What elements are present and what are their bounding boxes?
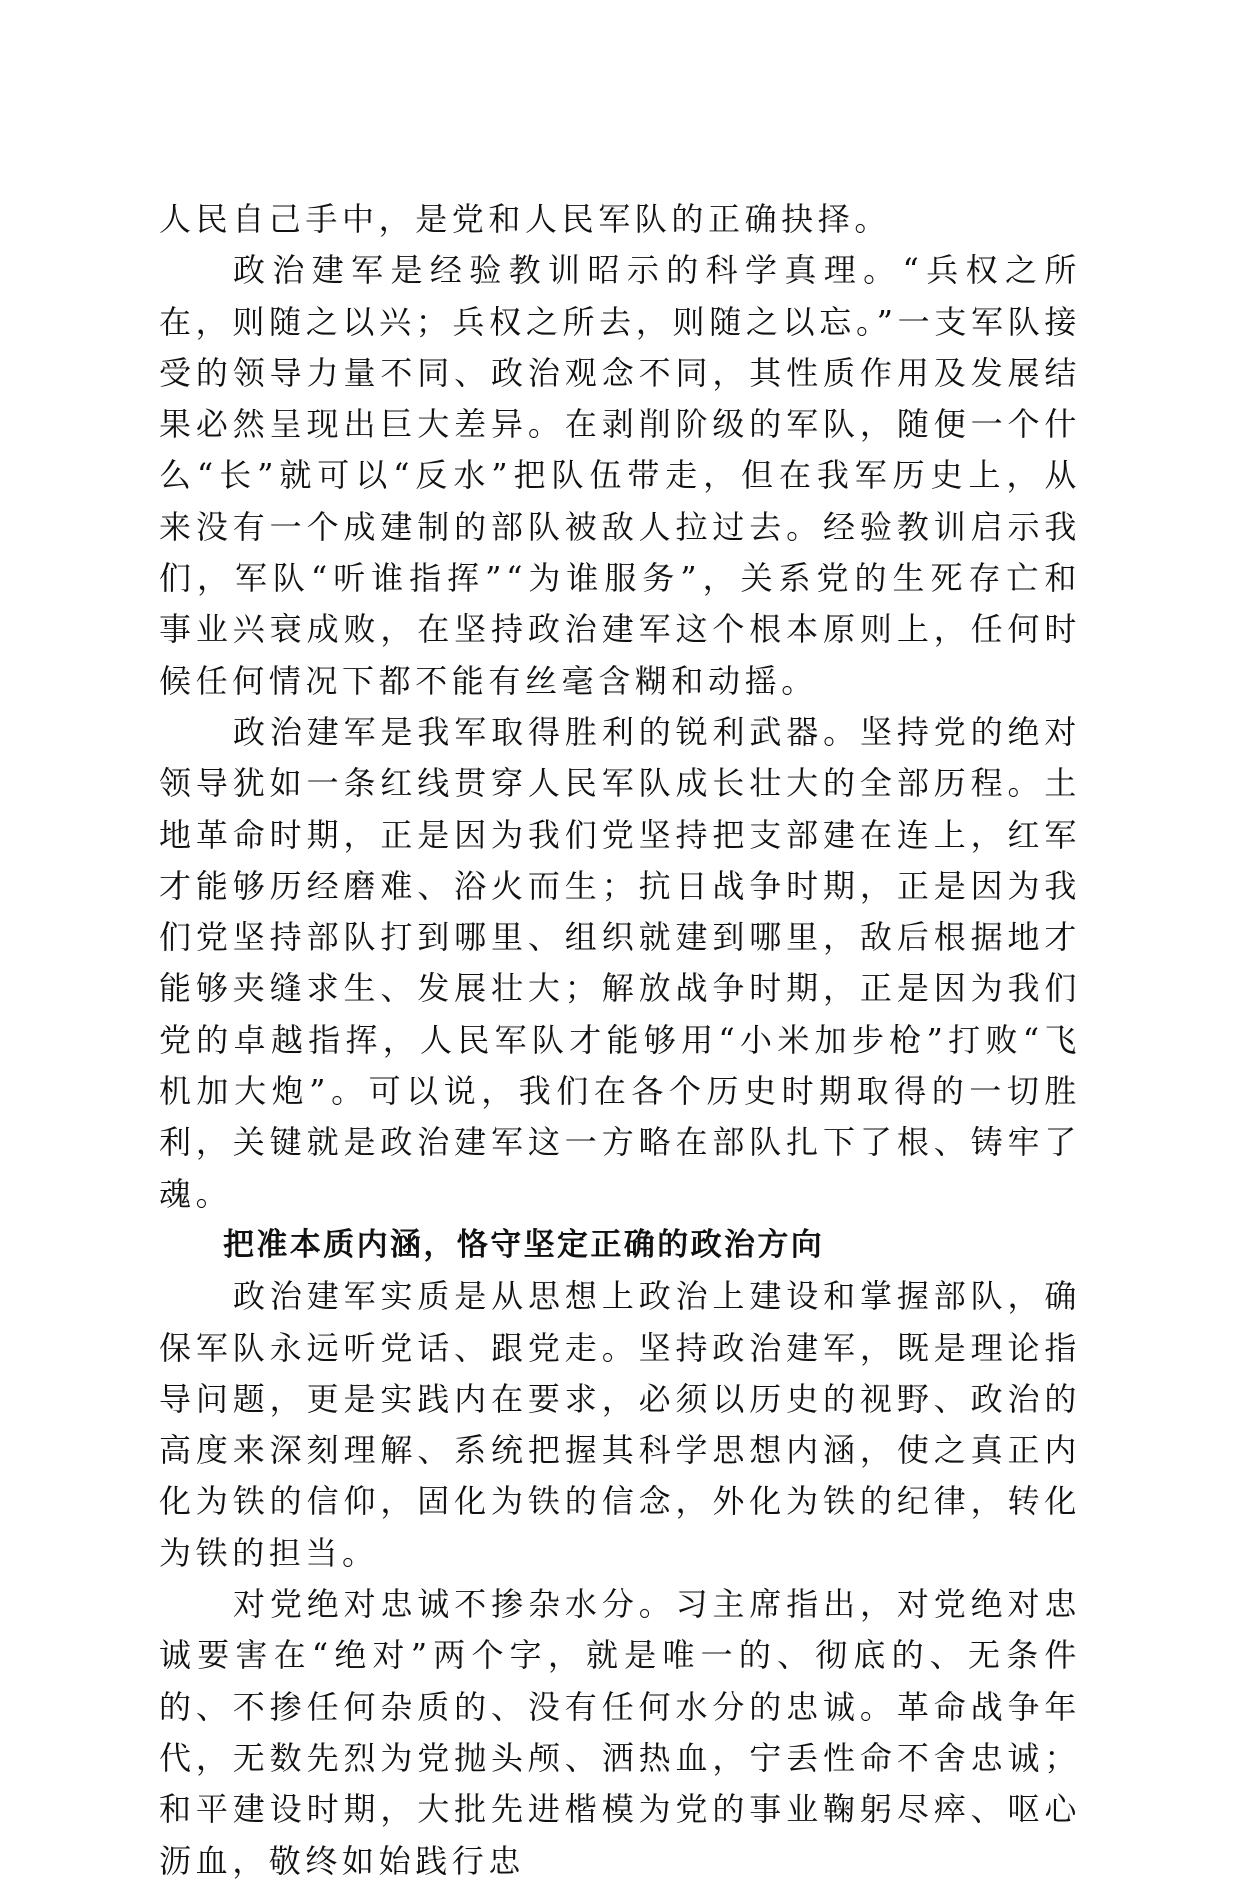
paragraph-political-army-weapon: 政治建军是我军取得胜利的锐利武器。坚持党的绝对领导犹如一条红线贯穿人民军队成长壮大的全部历程。土地革命时期，正是因为我们党坚持把支部建在连上，红军才能够历经磨难、浴火而生；抗日战争时期，正是因为我们党坚持部队打到哪里、组织就建到哪里，敌后根据地才能够夹缝求生、发展壮大；解放战争时期，正是因为我们党的卓越指挥，人民军队才能够用“小米加步枪”打败“飞机加大炮”。可以说，我们在各个历史时期取得的一切胜利，关键就是政治建军这一方略在部队扎下了根、铸牢了魂。 xyxy=(159,712,1081,1213)
section-heading: 把准本质内涵，恪守坚定正确的政治方向 xyxy=(223,1226,825,1263)
paragraph-absolute-loyalty: 对党绝对忠诚不掺杂水分。习主席指出，对党绝对忠诚要害在“绝对”两个字，就是唯一的、彻底的、无条件的、不掺任何杂质的、没有任何水分的忠诚。革命战争年代，无数先烈为党抛头颅、洒热血，宁丢性命不舍忠诚；和平建设时期，大批先进楷模为党的事业鞠躬尽瘁、呕心沥血，敬终如始践行忠 xyxy=(159,1585,1081,1880)
paragraph-continued: 人民自己手中，是党和人民军队的正确抉择。 xyxy=(159,200,892,238)
paragraph-political-army-truth: 政治建军是经验教训昭示的科学真理。“兵权之所在，则随之以兴；兵权之所去，则随之以忘。”一支军队接受的领导力量不同、政治观念不同，其性质作用及发展结果必然呈现出巨大差异。在剥削阶级的军队，随便一个什么“长”就可以“反水”把队伍带走，但在我军历史上，从来没有一个成建制的部队被敌人拉过去。经验教训启示我们，军队“听谁指挥”“为谁服务”，关系党的生死存亡和事业兴衰成败，在坚持政治建军这个根本原则上，任何时候任何情况下都不能有丝毫含糊和动摇。 xyxy=(159,251,1081,700)
paragraph-essence: 政治建军实质是从思想上政治上建设和掌握部队，确保军队永远听党话、跟党走。坚持政治建军，既是理论指导问题，更是实践内在要求，必须以历史的视野、政治的高度来深刻理解、系统把握其科学思想内涵，使之真正内化为铁的信仰，固化为铁的信念，外化为铁的纪律，转化为铁的担当。 xyxy=(159,1277,1081,1572)
document-body xyxy=(159,194,1081,1887)
